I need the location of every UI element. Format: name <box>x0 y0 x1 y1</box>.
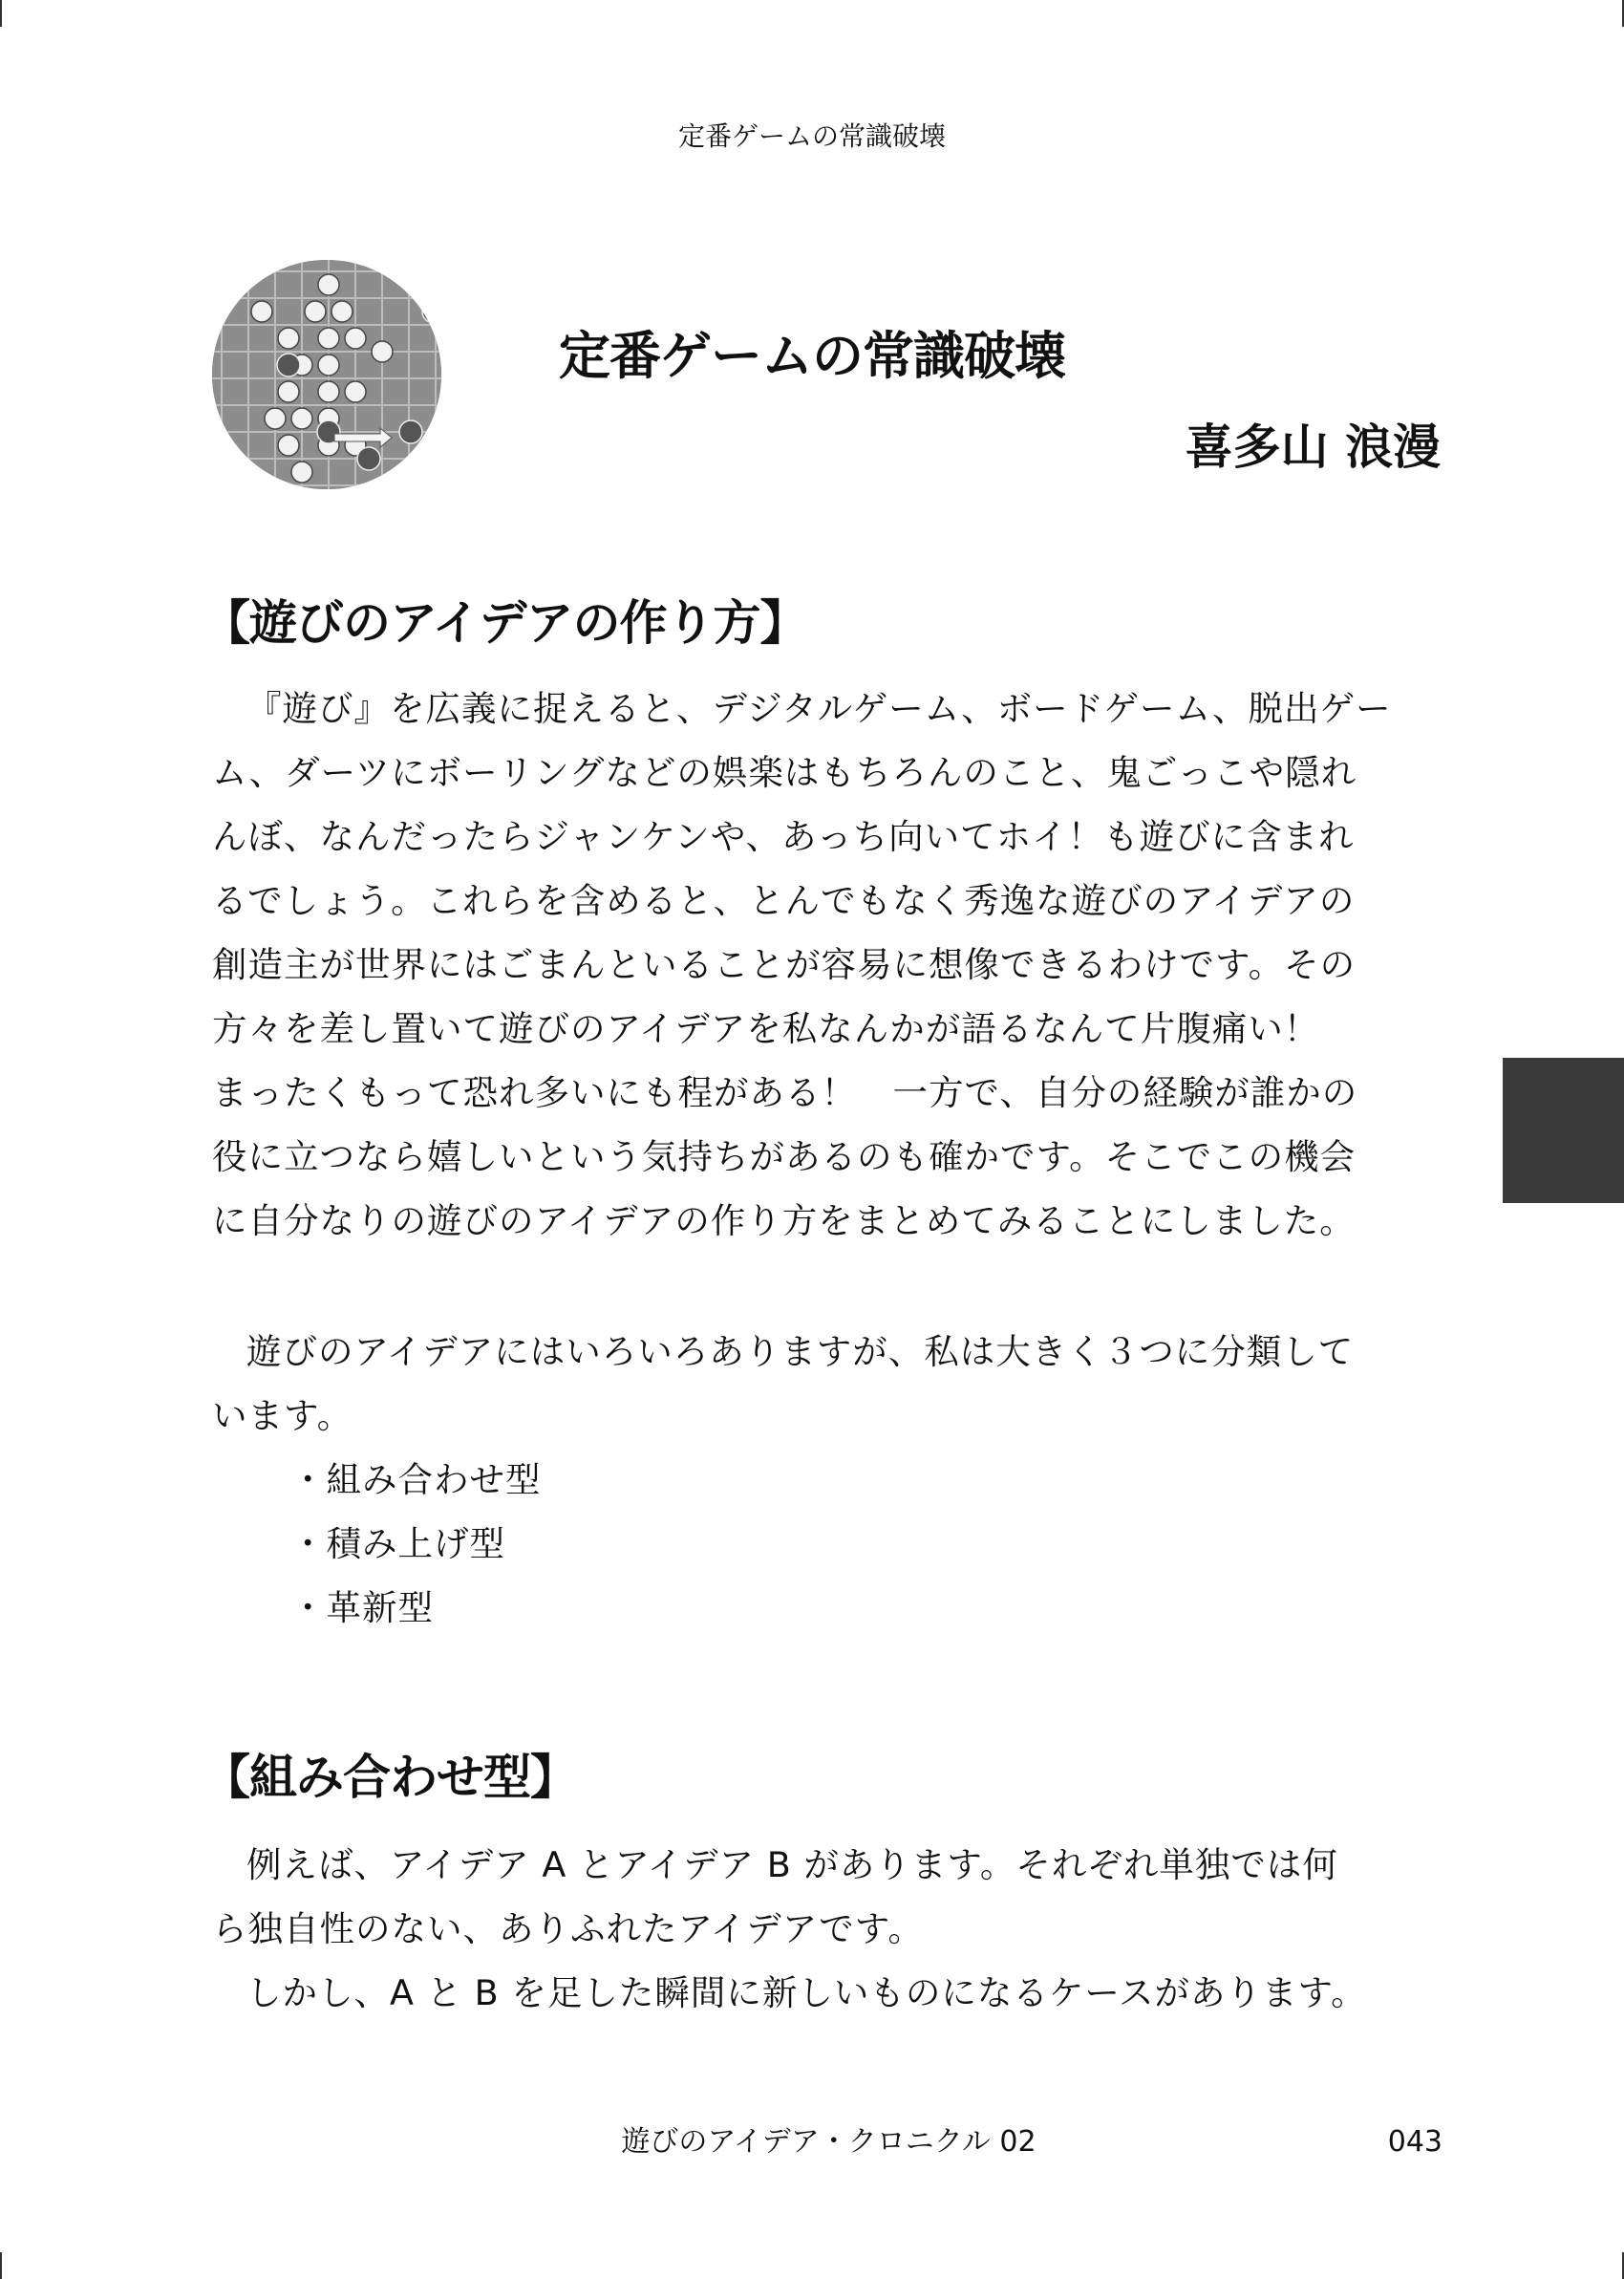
section-heading-combination-type: 【組み合わせ型】 <box>203 1750 577 1805</box>
page-number: 043 <box>1387 2125 1442 2159</box>
list-item: ・組み合わせ型 <box>290 1459 542 1500</box>
list-item: ・革新型 <box>290 1587 434 1628</box>
text-line: います。 <box>212 1395 353 1436</box>
idea-type-list <box>290 1448 542 1640</box>
crop-mark-top-left <box>0 0 2 27</box>
footer-book-title: 遊びのアイデア・クロニクル 02 <box>621 2125 1036 2159</box>
text-line: 役に立つなら嬉しいという気持ちがあるのも確かです。そこでこの機会 <box>212 1136 1357 1177</box>
text-line: しかし、A と B を足した瞬間に新しいものになるケースがあります。 <box>246 1972 1367 2013</box>
section-2-paragraph-1 <box>212 1833 1444 2025</box>
board-game-photo <box>212 260 441 489</box>
chapter-thumb-tab <box>1503 1058 1624 1203</box>
running-header: 定番ゲームの常識破壊 <box>677 120 946 152</box>
section-1-paragraph-2 <box>212 1320 1444 1448</box>
list-item: ・積み上げ型 <box>290 1523 505 1564</box>
crop-mark-bottom-left <box>0 2252 2 2279</box>
text-line: 創造主が世界にはごまんといることが容易に想像できるわけです。その <box>212 944 1357 985</box>
author-name: 喜多山 浪漫 <box>1185 419 1441 475</box>
section-heading-idea-making: 【遊びのアイデアの作り方】 <box>203 595 807 651</box>
text-line: ム、ダーツにボーリングなどの娯楽はもちろんのこと、鬼ごっこや隠れ <box>212 752 1357 793</box>
text-line: んぼ、なんだったらジャンケンや、あっち向いてホイ！も遊びに含まれ <box>212 816 1355 857</box>
text-line: ら独自性のない、ありふれたアイデアです。 <box>212 1908 924 1949</box>
text-line: まったくもって恐れ多いにも程がある！ 一方で、自分の経験が誰かの <box>212 1072 1358 1113</box>
text-line: に自分なりの遊びのアイデアの作り方をまとめてみることにしました。 <box>212 1200 1356 1241</box>
text-line: 方々を差し置いて遊びのアイデアを私なんかが語るなんて片腹痛い！ <box>212 1008 1320 1049</box>
section-1-paragraph-1 <box>212 677 1444 1253</box>
text-line: るでしょう。これらを含めると、とんでもなく秀逸な遊びのアイデアの <box>212 880 1356 921</box>
board-game-illustration <box>212 260 441 489</box>
text-line: 遊びのアイデアにはいろいろありますが、私は大きく３つに分類して <box>246 1331 1355 1372</box>
text-line: 『遊び』を広義に捉えると、デジタルゲーム、ボードゲーム、脱出ゲー <box>246 688 1392 729</box>
article-title: 定番ゲームの常識破壊 <box>559 326 1065 386</box>
text-line: 例えば、アイデア A とアイデア B があります。それぞれ単独では何 <box>246 1844 1338 1885</box>
